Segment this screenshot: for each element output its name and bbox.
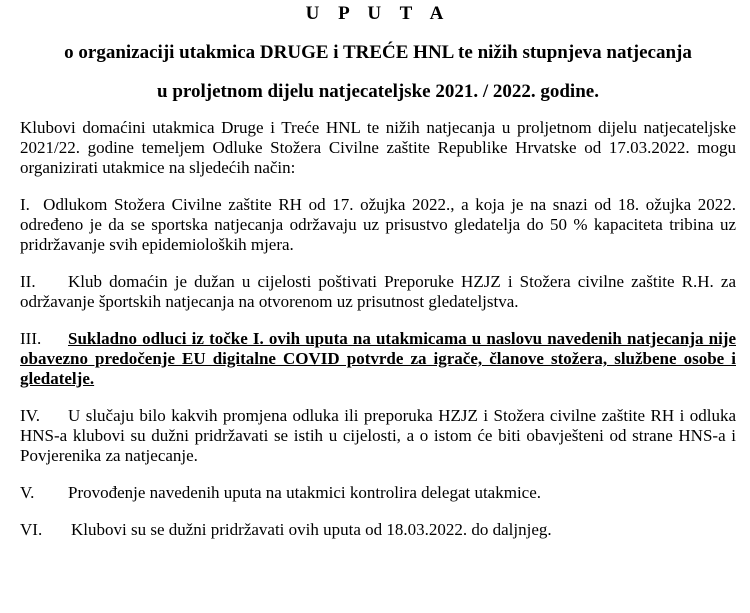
section-6-number: VI.: [20, 520, 43, 539]
section-4: [20, 406, 736, 466]
document-subtitle-season: u proljetnom dijelu natjecateljske 2021. / 2022. godine.: [157, 81, 599, 102]
section-1: [20, 195, 736, 255]
section-3-text: Sukladno odluci iz točke I. ovih uputa na utakmicama u naslovu navedenih natjecanja nije obavezno predočenje EU digitalne COVID potvrde za igrače, članove stožera, službene osobe i gledatelje.: [20, 329, 736, 388]
section-2-number: II.: [20, 272, 36, 291]
section-6-text: Klubovi su se dužni pridržavati ovih uputa od 18.03.2022. do daljnjeg.: [71, 520, 552, 539]
section-5-number: V.: [20, 483, 35, 502]
section-5-text: Provođenje navedenih uputa na utakmici kontrolira delegat utakmice.: [68, 483, 542, 502]
section-1-text: Odlukom Stožera Civilne zaštite RH od 17. ožujka 2022., a koja je na snazi od 18. ožujka 2022. određeno je da se sportska natjecanja održavaju uz prisustvo gledatelja do 50 % kapaciteta tribina uz pridržavanje svih epidemioloških mjera.: [20, 195, 736, 254]
document-title: U P U T A: [305, 3, 451, 24]
section-5: [20, 483, 736, 503]
section-4-text: U slučaju bilo kakvih promjena odluka ili preporuka HZJZ i Stožera civilne zaštite RH i odluka HNS-a klubovi su dužni pridržavati se istih u cijelosti, a o istom će biti obavješteni od strane HNS-a i Povjerenika za natjecanje.: [20, 406, 736, 465]
section-2-text: Klub domaćin je dužan u cijelosti poštivati Preporuke HZJZ i Stožera civilne zaštite R.H. za održavanje športskih natjecanja na otvorenom uz prisutnost gledateljstva.: [20, 272, 736, 311]
section-4-number: IV.: [20, 406, 40, 425]
document-subtitle: o organizaciji utakmica DRUGE i TREĆE HNL te nižih stupnjeva natjecanja: [64, 42, 692, 63]
section-2: [20, 272, 736, 312]
section-3-number: III.: [20, 329, 42, 348]
section-1-number: I.: [20, 195, 30, 214]
section-6: [20, 520, 736, 540]
intro-paragraph: Klubovi domaćini utakmica Druge i Treće HNL te nižih natjecanja u proljetnom dijelu natjecateljske 2021/22. godine temeljem Odluke Stožera Civilne zaštite Republike Hrvatske od 17.03.2022. mogu organizirati utakmice na sljedećih način:: [20, 118, 736, 177]
section-3: [20, 329, 736, 389]
